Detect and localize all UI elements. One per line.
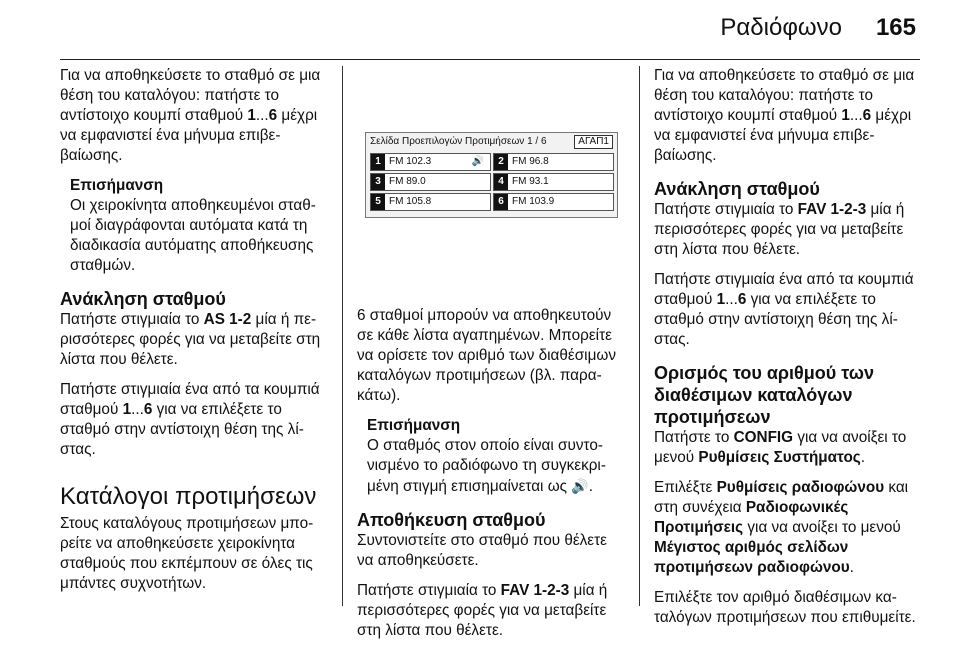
section-heading: Αποθήκευση σταθμού [357, 510, 546, 530]
section-heading: Ανάκληση σταθμού [60, 289, 226, 309]
preset-6: 6 FM 103.9 [493, 193, 614, 211]
column-3 [654, 66, 920, 638]
note [70, 176, 330, 276]
radio-screen-figure [357, 76, 624, 290]
preset-1: 1 FM 102.3 🔊 [370, 153, 491, 171]
page-number: 165 [875, 14, 916, 41]
page-title: Ραδιόφωνο [720, 14, 842, 41]
section-heading: Ανάκληση σταθμού [654, 179, 820, 199]
screen-tag: ΑΓΑΠ1 [574, 135, 613, 149]
note [367, 416, 624, 497]
note-title: Επισήμανση [367, 417, 461, 434]
section-heading: Ορισμός του αριθμού των διαθέσιμων καταλόγων προτιμήσεων [654, 363, 874, 427]
preset-3: 3 FM 89.0 [370, 173, 491, 191]
paragraph: Επιλέξτε τον αριθμό διαθέσιμων καταλόγων προτιμήσεων που επιθυμείτε. [654, 589, 916, 626]
note-text: Ο σταθμός στον οποίο είναι συντονισμένο το ραδιόφωνο τη συγκεκριμένη στιγμή επισημαίνεται ως 🔊. [367, 437, 606, 495]
paragraph: Συντονιστείτε στο σταθμό που θέλετε να αποθηκεύσετε. [357, 532, 607, 569]
paragraph: Πατήστε στιγμιαία το AS 1-2 μία ή περισσότερες φορές για να μεταβείτε στη λίστα που θέλετε. [60, 311, 321, 368]
paragraph: Επιλέξτε Ρυθμίσεις ραδιοφώνου και στη συνέχεια Ραδιοφωνικές Προτιμήσεις για να ανοίξει το μενού Μέγιστος αριθμός σελίδων προτιμήσεων ραδιοφώνου. [654, 479, 909, 576]
paragraph: Πατήστε στιγμιαία ένα από τα κουμπιά σταθμού 1...6 για να επιλέξετε το σταθμό στην αντίστοιχη θέση της λίστας. [60, 381, 320, 458]
speaker-icon: 🔊 [471, 156, 484, 167]
paragraph: Πατήστε στιγμιαία το FAV 1-2-3 μία ή περισσότερες φορές για να μεταβείτε στη λίστα που θέλετε. [654, 201, 905, 258]
column-divider [342, 66, 343, 606]
paragraph: 6 σταθμοί μπορούν να αποθηκευτούν σε κάθε λίστα αγαπημένων. Μπορείτε να ορίσετε τον αριθμό των διαθέσιμων καταλόγων προτιμήσεων (βλ. παρακάτω). [357, 307, 616, 404]
screen-title: Σελίδα Προεπιλογών Προτιμήσεων 1 / 6 [370, 136, 547, 147]
column-divider [639, 66, 640, 606]
page-header [0, 0, 960, 60]
chapter-heading: Κατάλογοι προτιμήσεων [60, 483, 317, 510]
column-2 [357, 66, 624, 651]
paragraph: Στους καταλόγους προτιμήσεων μπορείτε να αποθηκεύσετε χειροκίνητα σταθμούς που εκπέμπουν σε όλες τις μπάντες συχνοτήτων. [60, 515, 314, 592]
preset-2: 2 FM 96.8 [493, 153, 614, 171]
note-title: Επισήμανση [70, 177, 164, 194]
paragraph: Για να αποθηκεύσετε το σταθμό σε μια θέση του καταλόγου: πατήστε το αντίστοιχο κουμπί σταθμού 1...6 μέχρι να εμφανιστεί ένα μήνυμα επιβεβαίωσης. [654, 67, 915, 164]
column-1 [60, 66, 330, 604]
paragraph: Πατήστε στιγμιαία ένα από τα κουμπιά σταθμού 1...6 για να επιλέξετε το σταθμό στην αντίστοιχη θέση της λίστας. [654, 271, 914, 348]
speaker-icon: 🔊 [571, 478, 589, 494]
paragraph: Για να αποθηκεύσετε το σταθμό σε μια θέση του καταλόγου: πατήστε το αντίστοιχο κουμπί σταθμού 1...6 μέχρι να εμφανιστεί ένα μήνυμα επιβεβαίωσης. [60, 67, 321, 164]
paragraph: Πατήστε το CONFIG για να ανοίξει το μενού Ρυθμίσεις Συστήματος. [654, 429, 907, 466]
note-text: Οι χειροκίνητα αποθηκευμένοι σταθμοί διαγράφονται αυτόματα κατά τη διαδικασία αυτόματης αποθήκευσης σταθμών. [70, 197, 316, 274]
preset-4: 4 FM 93.1 [493, 173, 614, 191]
header-rule [60, 59, 920, 60]
radio-display [365, 132, 618, 218]
paragraph: Πατήστε στιγμιαία το FAV 1-2-3 μία ή περισσότερες φορές για να μεταβείτε στη λίστα που θέλετε. [357, 582, 608, 639]
preset-5: 5 FM 105.8 [370, 193, 491, 211]
